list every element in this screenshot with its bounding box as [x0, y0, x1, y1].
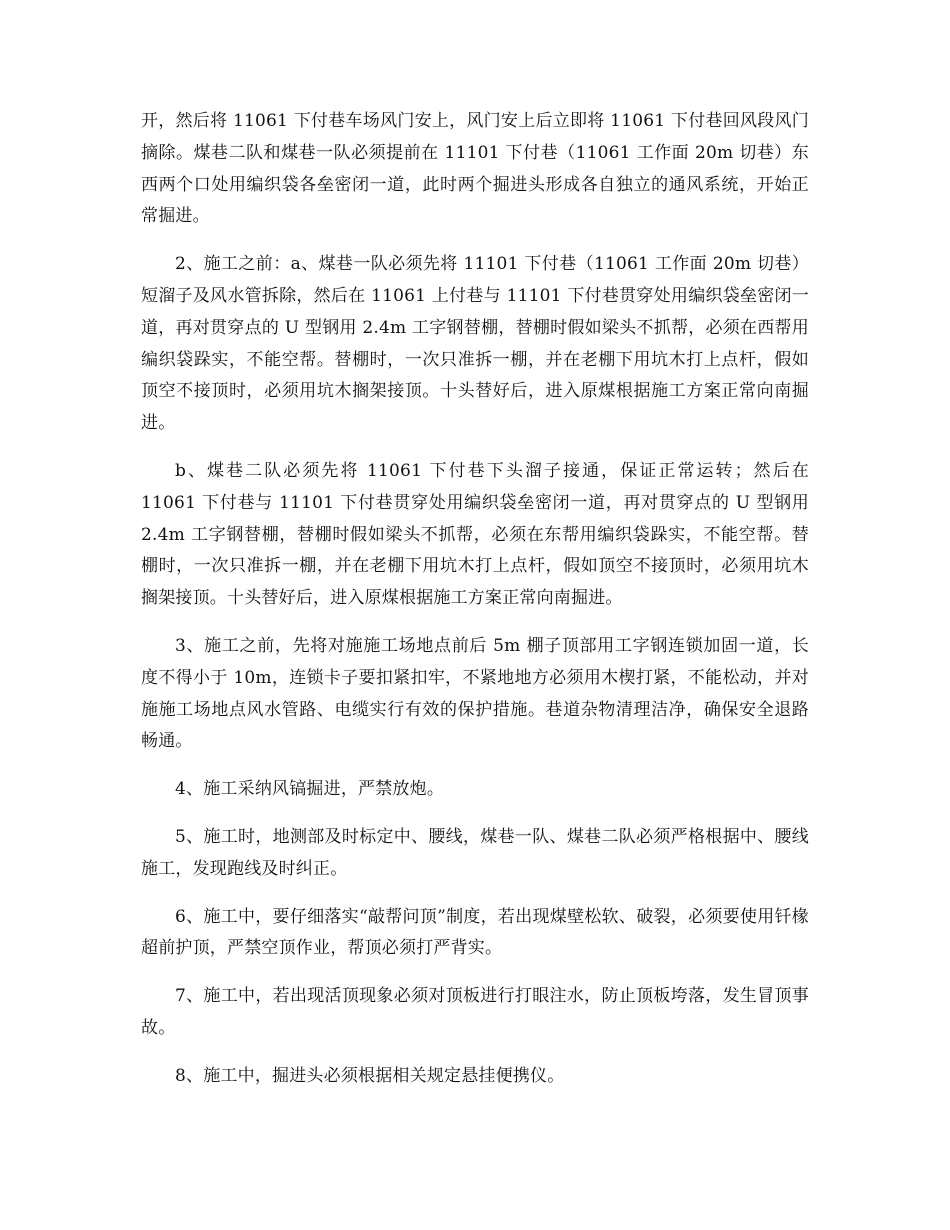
paragraph-item-8: 8、施工中，掘进头必须根据相关规定悬挂便携仪。	[175, 1065, 565, 1086]
document-page	[141, 106, 809, 1109]
paragraph-item-6: 6、施工中，要仔细落实“敲帮问顶”制度，若出现煤壁松软、破裂，必须要使用钎椽超前护顶，严禁空顶作业，帮顶必须打严背实。	[141, 906, 809, 959]
paragraph-item-2b: b、煤巷二队必须先将 11061 下付巷下头溜子接通，保证正常运转；然后在 11061 下付巷与 11101 下付巷贯穿处用编织袋垒密闭一道，再对贯穿点的 U 型钢用 2.4m 工字钢替棚，替棚时假如梁头不抓帮，必须在东帮用编织袋跺实，不能空帮。替棚时，一次只准拆一棚，并在老棚下用坑木打上点杆，假如顶空不接顶时，必须用坑木搁架接顶。十头替好后，进入原煤根据施工方案正常向南掘进。	[141, 460, 809, 609]
paragraph-item-4: 4、施工采纳风镐掘进，严禁放炮。	[175, 779, 445, 800]
paragraph-item-7: 7、施工中，若出现活顶现象必须对顶板进行打眼注水，防止顶板垮落，发生冒顶事故。	[141, 986, 809, 1038]
paragraph-continuation: 开，然后将 11061 下付巷车场风门安上，风门安上后立即将 11061 下付巷回风段风门摘除。煤巷二队和煤巷一队必须提前在 11101 下付巷（11061 工作面 20m 切巷）东西两个口处用编织袋各垒密闭一道，此时两个掘进头形成各自独立的通风系统，开始正常掘进。	[141, 111, 809, 227]
paragraph-item-2: 2、施工之前：a、煤巷一队必须先将 11101 下付巷（11061 工作面 20m 切巷）短溜子及风水管拆除，然后在 11061 上付巷与 11101 下付巷贯穿处用编织袋垒密闭一道，再对贯穿点的 U 型钢用 2.4m 工字钢替棚，替棚时假如梁头不抓帮，必须在西帮用编织袋跺实，不能空帮。替棚时，一次只准拆一棚，并在老棚下用坑木打上点杆，假如顶空不接顶时，必须用坑木搁架接顶。十头替好后，进入原煤根据施工方案正常向南掘进。	[141, 254, 809, 434]
paragraph-item-5: 5、施工时，地测部及时标定中、腰线，煤巷一队、煤巷二队必须严格根据中、腰线施工，发现跑线及时纠正。	[141, 826, 809, 879]
paragraph-item-3: 3、施工之前，先将对施施工场地点前后 5m 棚子顶部用工字钢连锁加固一道，长度不得小于 10m，连锁卡子要扣紧扣牢，不紧地地方必须用木楔打紧，不能松动，并对施施工场地点风水管路、电缆实行有效的保护措施。巷道杂物清理洁净，确保安全退路畅通。	[141, 635, 809, 752]
